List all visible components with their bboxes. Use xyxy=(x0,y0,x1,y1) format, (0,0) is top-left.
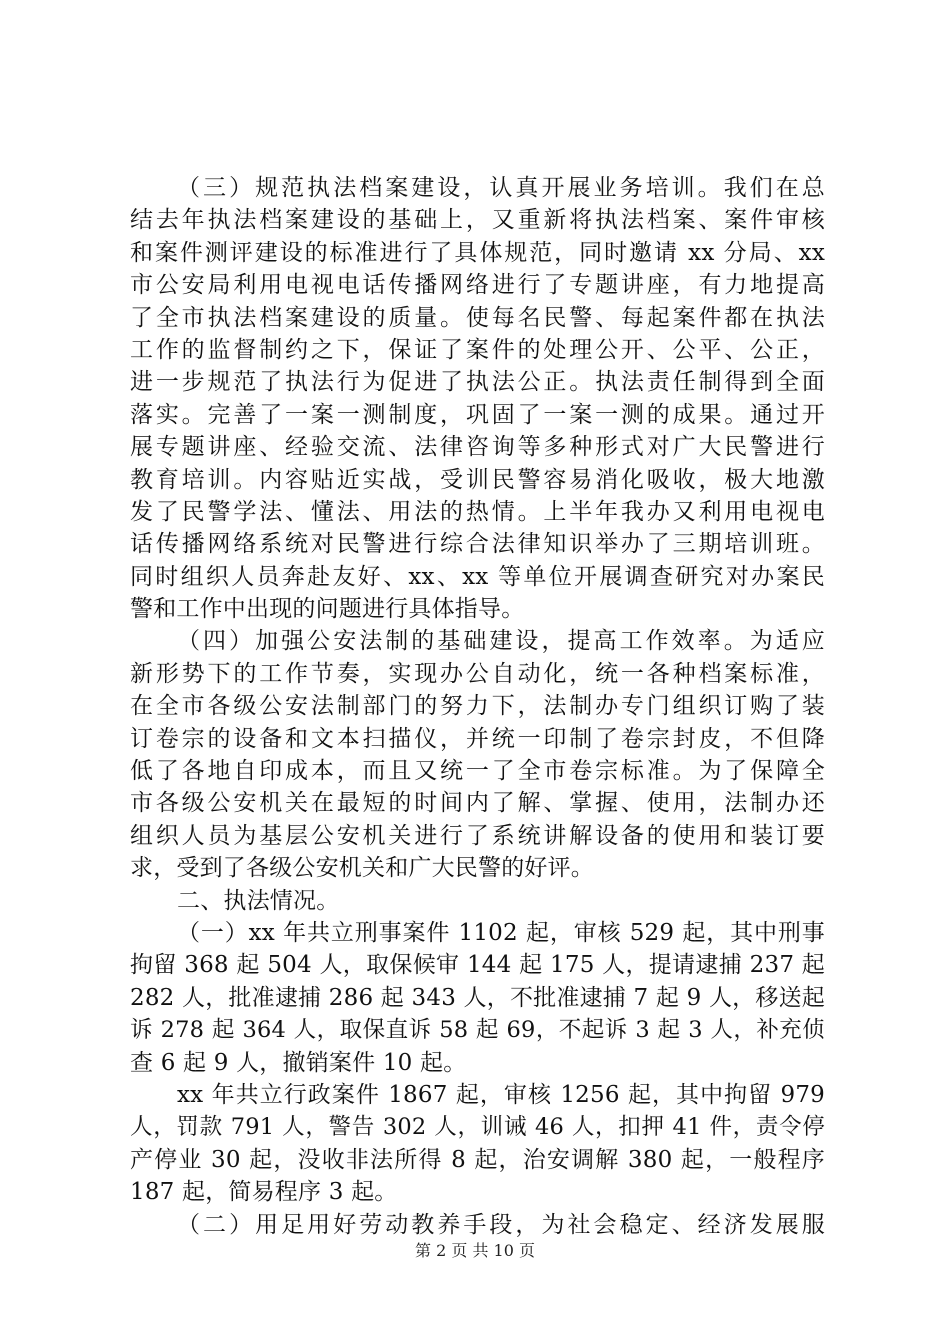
text-line: 同时组织人员奔赴友好、xx、xx 等单位开展调查研究对办案民 xyxy=(130,563,825,590)
text-line: 订卷宗的设备和文本扫描仪，并统一印制了卷宗封皮，不但降 xyxy=(130,725,825,752)
text-line: 市各级公安机关在最短的时间内了解、掌握、使用，法制办还 xyxy=(130,790,825,817)
text-line: 工作的监督制约之下，保证了案件的处理公开、公平、公正， xyxy=(130,336,825,363)
document-body xyxy=(130,172,825,1241)
text-line: 教育培训。内容贴近实战，受训民警容易消化吸收，极大地激 xyxy=(130,466,825,493)
text-line: 在全市各级公安法制部门的努力下，法制办专门组织订购了装 xyxy=(130,693,825,720)
text-line: 查 6 起 9 人，撤销案件 10 起。 xyxy=(130,1049,467,1076)
text-line: 发了民警学法、懂法、用法的热情。上半年我办又利用电视电 xyxy=(130,498,825,525)
text-line: 展专题讲座、经验交流、法律咨询等多种形式对广大民警进行 xyxy=(130,434,825,461)
text-line: 求，受到了各级公安机关和广大民警的好评。 xyxy=(130,855,594,882)
page-number-footer: 第 2 页 共 10 页 xyxy=(415,1241,535,1260)
text-line: 组织人员为基层公安机关进行了系统讲解设备的使用和装订要 xyxy=(130,822,825,849)
text-line: 警和工作中出现的问题进行具体指导。 xyxy=(130,596,525,623)
text-line: 282 人，批准逮捕 286 起 343 人，不批准逮捕 7 起 9 人，移送起 xyxy=(130,984,825,1011)
text-line: xx 年共立行政案件 1867 起，审核 1256 起，其中拘留 979 xyxy=(177,1081,825,1108)
text-line: （四）加强公安法制的基础建设，提高工作效率。为适应 xyxy=(177,628,825,655)
text-line: 结去年执法档案建设的基础上，又重新将执法档案、案件审核 xyxy=(130,207,825,234)
text-line: 产停业 30 起，没收非法所得 8 起，治安调解 380 起，一般程序 xyxy=(130,1146,825,1173)
text-line: 话传播网络系统对民警进行综合法律知识举办了三期培训班。 xyxy=(130,531,825,558)
text-line: （三）规范执法档案建设，认真开展业务培训。我们在总 xyxy=(177,175,825,201)
text-line: 进一步规范了执法行为促进了执法公正。执法责任制得到全面 xyxy=(130,369,825,396)
text-line: 落实。完善了一案一测制度，巩固了一案一测的成果。通过开 xyxy=(130,401,825,428)
section-heading: 二、执法情况。 xyxy=(177,887,340,914)
text-line: 了全市执法档案建设的质量。使每名民警、每起案件都在执法 xyxy=(130,304,825,331)
text-line: 新形势下的工作节奏，实现办公自动化，统一各种档案标准， xyxy=(130,660,825,687)
text-line: 低了各地自印成本，而且又统一了全市卷宗标准。为了保障全 xyxy=(130,758,825,785)
text-line: （一）xx 年共立刑事案件 1102 起，审核 529 起，其中刑事 xyxy=(177,919,825,946)
text-line: 市公安局利用电视电话传播网络进行了专题讲座，有力地提高 xyxy=(130,272,825,299)
text-line: 诉 278 起 364 人，取保直诉 58 起 69，不起诉 3 起 3 人，补充侦 xyxy=(130,1017,825,1044)
text-line: 187 起，简易程序 3 起。 xyxy=(130,1179,398,1206)
text-line: 和案件测评建设的标准进行了具体规范，同时邀请 xx 分局、xx xyxy=(130,239,825,266)
text-line: （二）用足用好劳动教养手段，为社会稳定、经济发展服 xyxy=(177,1211,825,1238)
text-line: 人，罚款 791 人，警告 302 人，训诫 46 人，扣押 41 件，责令停 xyxy=(130,1114,825,1141)
text-line: 拘留 368 起 504 人，取保候审 144 起 175 人，提请逮捕 237 起 xyxy=(130,952,825,979)
